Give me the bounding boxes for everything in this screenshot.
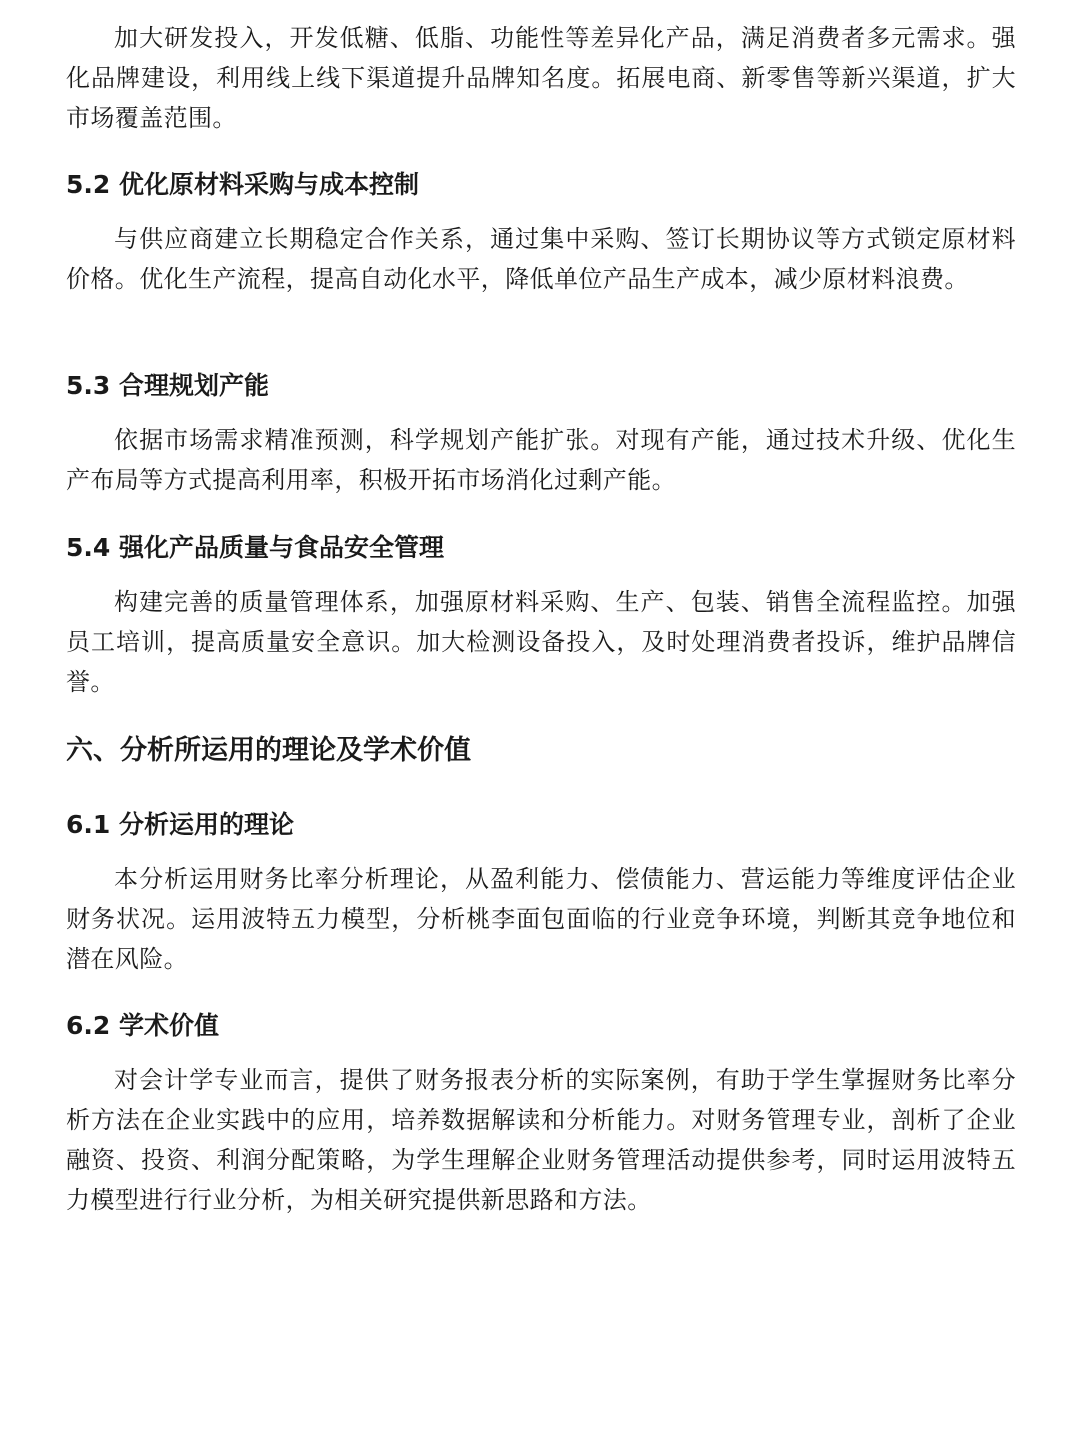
section-5-4-heading: 5.4 强化产品质量与食品安全管理	[66, 533, 444, 562]
intro-paragraph: 加大研发投入，开发低糖、低脂、功能性等差异化产品，满足消费者多元需求。强化品牌建设，利用线上线下渠道提升品牌知名度。拓展电商、新零售等新兴渠道，扩大市场覆盖范围。	[66, 24, 1016, 132]
section-5-2-heading: 5.2 优化原材料采购与成本控制	[66, 170, 419, 199]
section-6-2-paragraph: 对会计学专业而言，提供了财务报表分析的实际案例，有助于学生掌握财务比率分析方法在企业实践中的应用，培养数据解读和分析能力。对财务管理专业，剖析了企业融资、投资、利润分配策略，为学生理解企业财务管理活动提供参考，同时运用波特五力模型进行行业分析，为相关研究提供新思路和方法。	[66, 1066, 1016, 1214]
section-6-2-heading: 6.2 学术价值	[66, 1011, 219, 1040]
section-5-3-heading: 5.3 合理规划产能	[66, 371, 269, 400]
section-5-4-paragraph: 构建完善的质量管理体系，加强原材料采购、生产、包装、销售全流程监控。加强员工培训，提高质量安全意识。加大检测设备投入，及时处理消费者投诉，维护品牌信誉。	[66, 588, 1016, 696]
chapter-6-heading: 六、分析所运用的理论及学术价值	[66, 735, 471, 766]
section-5-3-paragraph: 依据市场需求精准预测，科学规划产能扩张。对现有产能，通过技术升级、优化生产布局等方式提高利用率，积极开拓市场消化过剩产能。	[66, 426, 1016, 494]
section-5-2-paragraph: 与供应商建立长期稳定合作关系，通过集中采购、签订长期协议等方式锁定原材料价格。优化生产流程，提高自动化水平，降低单位产品生产成本，减少原材料浪费。	[66, 225, 1016, 293]
section-6-1-heading: 6.1 分析运用的理论	[66, 810, 294, 839]
section-6-1-paragraph: 本分析运用财务比率分析理论，从盈利能力、偿债能力、营运能力等维度评估企业财务状况。运用波特五力模型，分析桃李面包面临的行业竞争环境，判断其竞争地位和潜在风险。	[66, 865, 1016, 973]
